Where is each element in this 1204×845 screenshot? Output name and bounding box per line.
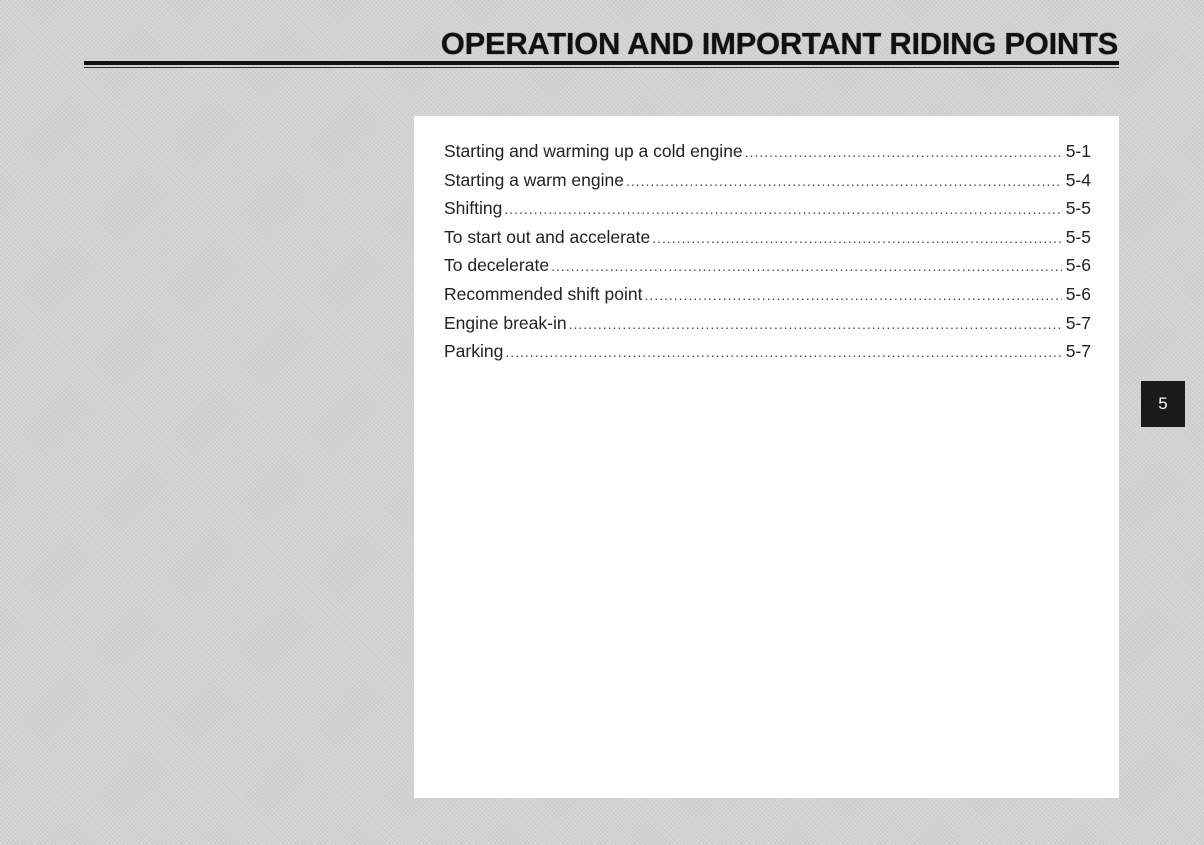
page-title: OPERATION AND IMPORTANT RIDING POINTS	[440, 26, 1118, 61]
toc-panel	[414, 116, 1119, 798]
toc-entry-page: 5-5	[1065, 198, 1091, 219]
toc-entry-label: Parking	[444, 341, 504, 362]
toc-entry-page: 5-7	[1065, 341, 1091, 362]
toc-entry-page: 5-7	[1065, 312, 1091, 333]
title-rule	[84, 61, 1119, 65]
toc-list	[444, 141, 1091, 370]
toc-entry-label: Shifting	[444, 198, 503, 219]
toc-entry[interactable]	[444, 198, 1091, 227]
toc-entry-label: Starting a warm engine	[444, 169, 624, 190]
toc-leader	[652, 230, 1061, 246]
toc-entry-page: 5-6	[1065, 283, 1091, 304]
toc-entry-label: To decelerate	[444, 255, 550, 276]
toc-leader	[626, 173, 1062, 189]
toc-entry[interactable]	[444, 313, 1091, 342]
toc-leader	[505, 344, 1061, 360]
toc-entry[interactable]	[444, 170, 1091, 199]
toc-entry[interactable]	[444, 284, 1091, 313]
toc-entry[interactable]	[444, 141, 1091, 170]
toc-leader	[745, 144, 1062, 160]
toc-entry-page: 5-5	[1065, 226, 1091, 247]
toc-entry-page: 5-6	[1065, 255, 1091, 276]
toc-leader	[569, 316, 1062, 332]
toc-entry[interactable]	[444, 255, 1091, 284]
toc-entry-page: 5-4	[1065, 169, 1091, 190]
toc-entry[interactable]	[444, 341, 1091, 370]
toc-entry[interactable]	[444, 227, 1091, 256]
chapter-tab: 5	[1141, 381, 1185, 427]
toc-leader	[504, 201, 1061, 217]
toc-leader	[551, 258, 1062, 274]
toc-entry-page: 5-1	[1065, 141, 1091, 161]
toc-entry-label: To start out and accelerate	[444, 226, 651, 247]
toc-leader	[644, 287, 1061, 303]
toc-entry-label: Engine break-in	[444, 312, 567, 333]
toc-entry-label: Recommended shift point	[444, 283, 643, 304]
toc-entry-label: Starting and warming up a cold engine	[444, 141, 743, 161]
